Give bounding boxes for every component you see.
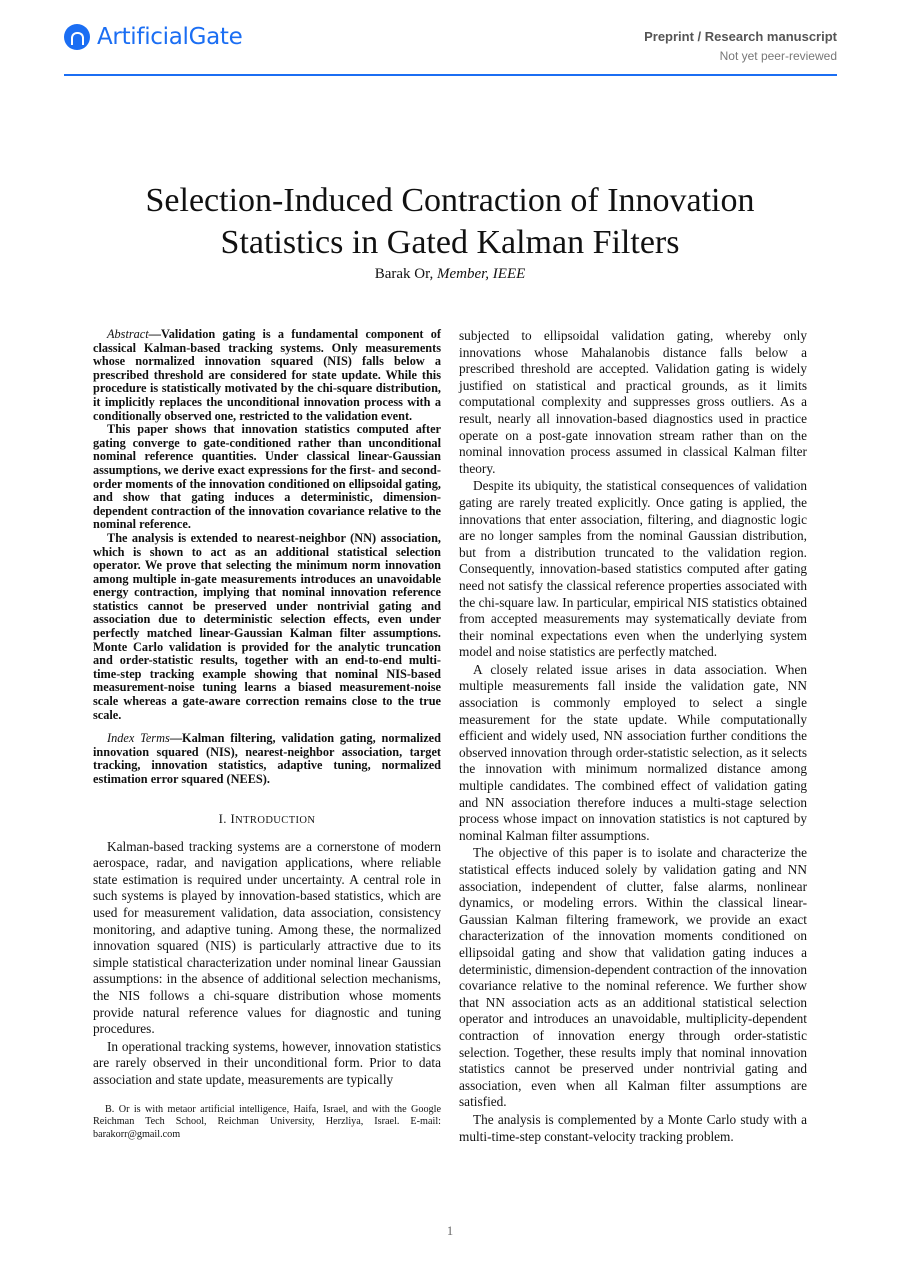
preprint-label: Preprint / Research manuscript xyxy=(644,29,837,44)
abstract-paragraph-3: The analysis is extended to nearest-neighbor (NN) association, which is shown to act as an additional statistical selection operator. We prove that selecting the minimum norm innovation among multiple in-gate measurements introduces an unavoidable energy contraction, implying that nominal innovation reference statistics cannot be preserved under nontrivial gating and association due to deterministic selection effects, even under perfectly matched linear-Gaussian Kalman filter assumptions. Monte Carlo validation is provided for the analytic truncation and order-statistic results, together with an end-to-end multi-time-step tracking example showing that nominal NIS-based measurement-noise tuning learns a biased measurement-noise scale whereas a gate-aware correction remains close to the true scale. xyxy=(93,530,441,722)
paper-title xyxy=(60,180,840,264)
n-circle-icon xyxy=(64,24,90,50)
title-line-1: Selection-Induced Contraction of Innovation xyxy=(145,182,755,219)
logo-text: ArtificialGate xyxy=(97,24,243,50)
left-column xyxy=(93,328,441,1090)
abstract-label: Abstract xyxy=(107,327,149,341)
section-heading-introduction: I. INTRODUCTION xyxy=(218,811,316,826)
page-number: 1 xyxy=(446,1224,454,1238)
title-line-2: Statistics in Gated Kalman Filters xyxy=(220,224,680,261)
author-name: Barak Or, xyxy=(374,266,434,282)
abstract-paragraph-2: This paper shows that innovation statistics computed after gating converge to gate-conditioned rather than unconditional nominal reference quantities. Under classical linear-Gaussian assumptions, we derive exact expressions for the first- and second-order moments of the innovation conditioned on ellipsoidal gating, and show that gating induces a deterministic, dimension-dependent contraction of the innovation covariance relative to the nominal reference. xyxy=(93,422,441,532)
index-terms: Index Terms—Kalman filtering, validation gating, normalized innovation squared (NIS), nearest-neighbor association, target tracking, innovation statistics, adaptive tuning, normalized estimation error squared (NEES). xyxy=(93,731,441,786)
abstract xyxy=(93,328,441,722)
body-paragraph: Kalman-based tracking systems are a cornerstone of modern aerospace, radar, and navigation applications, where reliable state estimation is required under uncertainty. A central role in such systems is played by innovation-based statistics, which are used for measurement validation, data association, consistency monitoring, and adaptive tuning. Among these, the normalized innovation squared (NIS) is particularly attractive due to its simple statistical characterization under nominal linear Gaussian assumptions: in the absence of additional selection mechanisms, the NIS follows a chi-square distribution whose moments provide natural reference values for diagnostic and tuning procedures. xyxy=(93,838,441,1037)
review-status: Not yet peer-reviewed xyxy=(719,49,837,63)
abstract-paragraph-1: Abstract—Validation gating is a fundamental component of classical Kalman-based tracking systems. Only measurements whose normalized innovation squared (NIS) falls below a prescribed threshold are considered for state update. While this procedure is statistically motivated by the chi-square distribution, it implicitly replaces the unconditional innovation process with a conditionally observed one, restricted to the validation event. xyxy=(93,327,441,423)
author-role: Member, IEEE xyxy=(436,266,526,282)
logo xyxy=(64,23,243,51)
introduction-left xyxy=(93,839,441,1089)
author-line xyxy=(60,266,840,283)
body-paragraph: The objective of this paper is to isolate and characterize the statistical effects induced solely by validation gating and NN association, independent of clutter, false alarms, nonlinear dynamics, or modeling errors. Within the classical linear-Gaussian Kalman filtering framework, we provide an exact characterization of the innovation moments conditioned on ellipsoidal gating and show that validation gating induces a deterministic, dimension-dependent contraction of the innovation covariance relative to the nominal reference. We further show that NN association acts as an additional statistical selection operator and introduces an unavoidable, multiplicity-dependent contraction of innovation energy through order-statistic selection. Together, these results imply that nominal innovation statistics cannot be preserved under nontrivial gating and association, even when all Kalman filter assumptions are satisfied. xyxy=(459,845,807,1110)
body-paragraph: A closely related issue arises in data association. When multiple measurements fall inside the validation gate, NN association is commonly employed to select a single measurement for the state update. While computationally efficient and widely used, NN association further conditions the observed innovation through order-statistic selection, as it selects the innovation with minimum normalized distance among multiple candidates. The combined effect of validation gating and NN association therefore induces a multi-stage selection process whose impact on innovation statistics is not captured by nominal Kalman filter assumptions. xyxy=(459,661,807,843)
body-paragraph: subjected to ellipsoidal validation gating, whereby only innovations whose Mahalanobis distance falls below a prescribed threshold are accepted. Validation gating is widely justified on statistical and practical grounds, as it limits computational complexity and suppresses gross outliers. As a result, nearly all innovation-based diagnostics used in practice operate on a post-gate innovation stream rather than on the nominal innovation process assumed in classical Kalman filter theory. xyxy=(459,328,807,476)
manuscript-status xyxy=(644,29,837,63)
body-paragraph: The analysis is complemented by a Monte Carlo study with a multi-time-step constant-velocity tracking problem. xyxy=(459,1111,807,1144)
header-divider xyxy=(64,74,837,76)
body-paragraph: In operational tracking systems, however, innovation statistics are rarely observed in their unconditional form. Prior to data association and state update, measurements are typically xyxy=(93,1038,441,1087)
right-column xyxy=(459,328,807,1146)
author-footnote: B. Or is with metaor artificial intelligence, Haifa, Israel, and with the Google Reichman Tech School, Reichman University, Herzliya, Israel. E-mail: barakorr@gmail.com xyxy=(93,1104,441,1140)
index-terms-label: Index Terms xyxy=(107,731,170,746)
body-paragraph: Despite its ubiquity, the statistical consequences of validation gating are rarely treated explicitly. Once gating is applied, the innovations that enter association, filtering, and diagnostic logic are no longer samples from the nominal Gaussian distribution, but from a distribution truncated to the validation region. Consequently, innovation-based statistics computed after gating need not satisfy the classical reference properties associated with the chi-square law. In particular, empirical NIS statistics obtained from accepted measurements may systematically deviate from their nominal expectations even when the underlying system model and noise statistics are perfectly matched. xyxy=(459,478,807,660)
